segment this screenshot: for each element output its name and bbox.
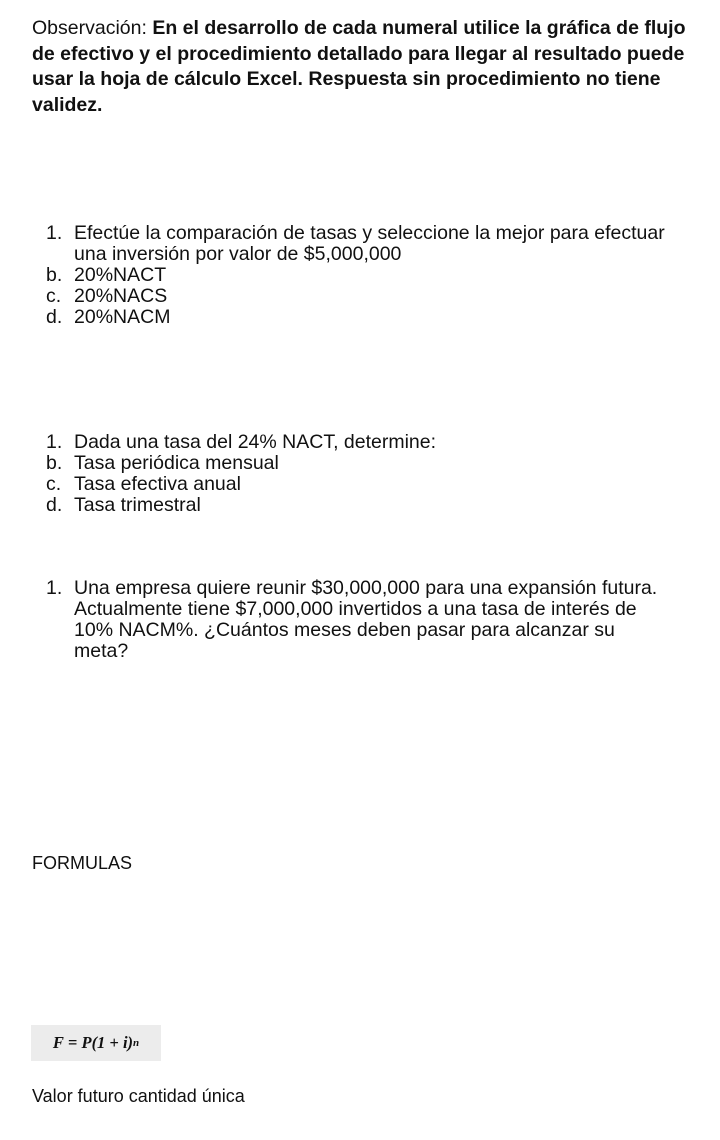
question-number: 1. — [46, 431, 63, 453]
option-item — [32, 474, 672, 495]
question-text: Efectúe la comparación de tasas y seleccione la mejor para efectuar una inversión por valor de $5,000,000 — [74, 222, 665, 265]
option-text: 20%NACM — [74, 306, 171, 328]
option-marker: b. — [46, 452, 63, 474]
formula-equals: = — [63, 1033, 82, 1052]
formulas-heading: FORMULAS — [32, 853, 133, 873]
option-marker: c. — [46, 473, 62, 495]
formula-caption: Valor futuro cantidad única — [32, 1086, 245, 1106]
question-number: 1. — [46, 222, 63, 244]
formula-lhs: F — [52, 1033, 64, 1052]
option-marker: d. — [46, 494, 63, 516]
option-marker: b. — [46, 264, 63, 286]
option-item — [32, 453, 672, 474]
question-3 — [32, 578, 672, 662]
question-text: Una empresa quiere reunir $30,000,000 para una expansión futura. Actualmente tiene $7,000,000 invertidos a una tasa de interés de 10% NACM%. ¿Cuántos meses deben pasar para alcanzar su meta? — [74, 577, 658, 662]
question-1 — [32, 223, 672, 328]
observation-paragraph — [32, 16, 692, 118]
question-2 — [32, 432, 672, 516]
option-text: Tasa efectiva anual — [74, 473, 241, 495]
option-marker: c. — [46, 285, 62, 307]
question-3-stem — [32, 578, 672, 662]
formula-rhs: P(1 + i) — [81, 1033, 134, 1052]
option-item — [32, 307, 672, 328]
question-text: Dada una tasa del 24% NACT, determine: — [74, 431, 437, 453]
observation-text: En el desarrollo de cada numeral utilice la gráfica de flujo de efectivo y el procedimiento detallado para llegar al resultado puede usar la hoja de cálculo Excel. Respuesta sin procedimiento no tiene validez. — [32, 17, 686, 116]
question-number: 1. — [46, 577, 63, 599]
question-1-stem — [32, 223, 672, 265]
option-text: 20%NACS — [74, 285, 168, 307]
formula-exponent: n — [133, 1037, 140, 1049]
option-item — [32, 265, 672, 286]
option-text: Tasa trimestral — [74, 494, 201, 516]
option-marker: d. — [46, 306, 63, 328]
future-value-formula — [31, 1025, 161, 1061]
option-item — [32, 495, 672, 516]
option-item — [32, 286, 672, 307]
observation-label: Observación: — [32, 17, 147, 39]
option-text: 20%NACT — [74, 264, 167, 286]
question-2-stem — [32, 432, 672, 453]
option-text: Tasa periódica mensual — [74, 452, 279, 474]
